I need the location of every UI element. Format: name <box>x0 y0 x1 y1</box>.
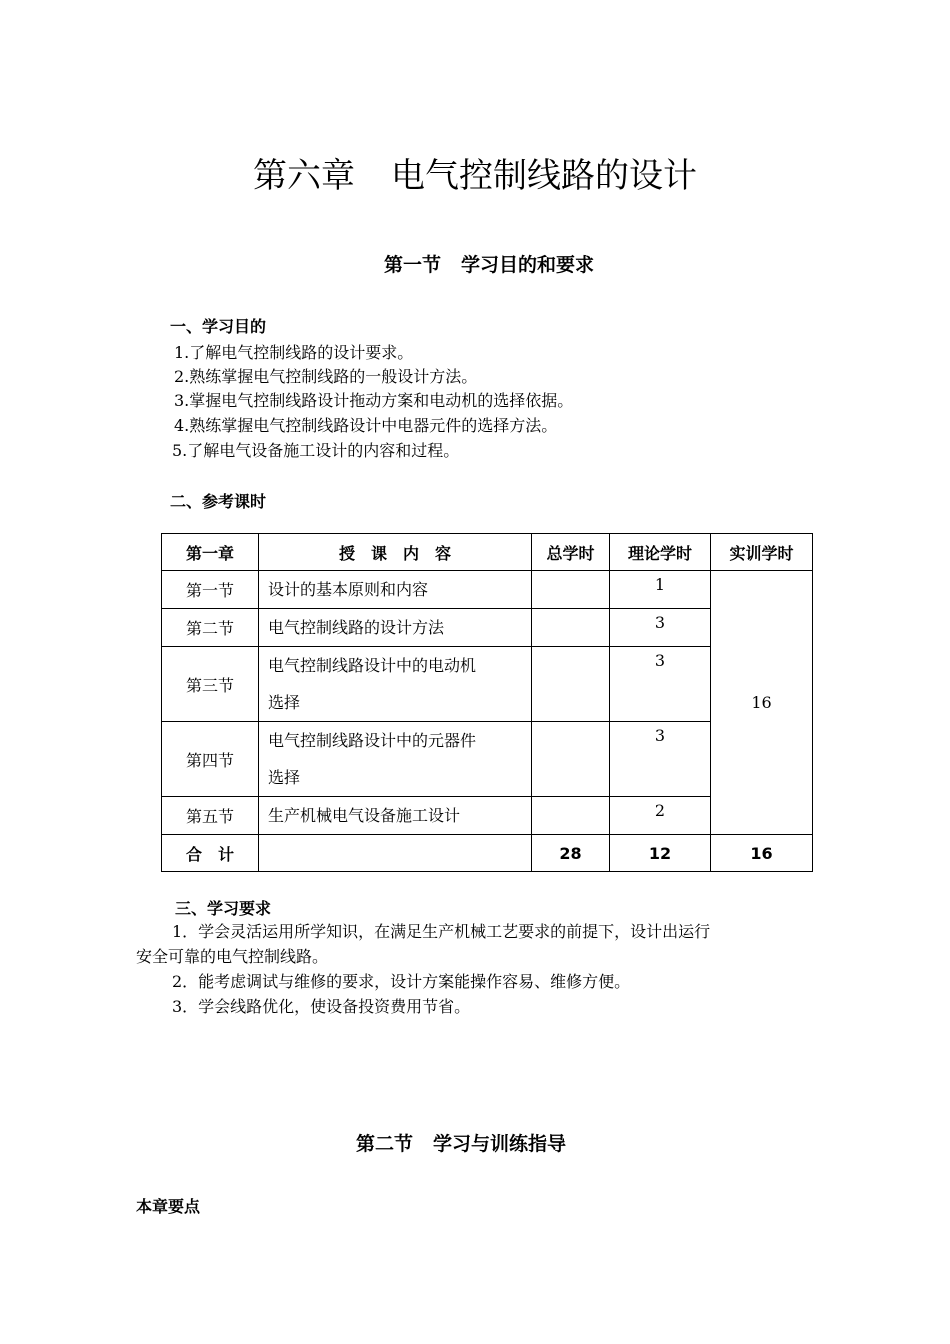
theory-cell: 2 <box>610 797 711 835</box>
total-label-cell: 合 计 <box>162 835 259 872</box>
column-header: 总学时 <box>532 534 610 571</box>
chapter-title-text: 电气控制线路的设计 <box>391 156 697 196</box>
total-cell <box>532 609 610 647</box>
chapter-key-points-heading: 本章要点 <box>136 1197 201 1216</box>
table-header-row <box>162 534 813 571</box>
theory-cell: 3 <box>610 647 711 722</box>
column-header: 实训学时 <box>711 534 813 571</box>
requirements-heading: 三、学习要求 <box>175 899 272 918</box>
objective-item: 5.了解电气设备施工设计的内容和过程。 <box>172 441 460 460</box>
objective-item: 4.熟练掌握电气控制线路设计中电器元件的选择方法。 <box>174 416 558 435</box>
content-cell <box>259 571 532 609</box>
column-header: 授 课 内 容 <box>259 534 532 571</box>
course-hours-table <box>161 533 813 872</box>
content-line: 选择 <box>268 693 301 712</box>
theory-cell: 1 <box>610 571 711 609</box>
objective-item: 2.熟练掌握电气控制线路的一般设计方法。 <box>174 367 478 386</box>
column-header: 第一章 <box>162 534 259 571</box>
total-hours-cell: 28 <box>532 835 610 872</box>
section-cell: 第四节 <box>162 722 259 797</box>
content-cell <box>259 647 532 722</box>
objective-item: 1.了解电气控制线路的设计要求。 <box>174 343 414 362</box>
section-cell: 第五节 <box>162 797 259 835</box>
section-cell: 第三节 <box>162 647 259 722</box>
requirement-item: 安全可靠的电气控制线路。 <box>136 947 329 966</box>
total-content-cell <box>259 835 532 872</box>
content-cell <box>259 797 532 835</box>
content-line: 生产机械电气设备施工设计 <box>268 806 461 825</box>
content-line: 电气控制线路的设计方法 <box>268 618 445 637</box>
section-2-title-text: 学习与训练指导 <box>433 1133 567 1155</box>
requirement-item: 1．学会灵活运用所学知识，在满足生产机械工艺要求的前提下，设计出运行 <box>172 922 711 941</box>
content-line: 设计的基本原则和内容 <box>268 580 429 599</box>
column-header: 理论学时 <box>610 534 711 571</box>
total-cell <box>532 647 610 722</box>
total-cell <box>532 571 610 609</box>
content-line: 选择 <box>268 768 301 787</box>
section-2-title <box>0 1129 922 1156</box>
content-line: 电气控制线路设计中的电动机 <box>268 656 477 675</box>
requirement-item: 2．能考虑调试与维修的要求，设计方案能操作容易、维修方便。 <box>172 972 631 991</box>
section-cell: 第二节 <box>162 609 259 647</box>
chapter-number: 第六章 <box>253 156 355 196</box>
hours-heading: 二、参考课时 <box>170 492 267 511</box>
table-row <box>162 571 813 609</box>
section-cell: 第一节 <box>162 571 259 609</box>
objective-item: 3.掌握电气控制线路设计拖动方案和电动机的选择依据。 <box>174 391 574 410</box>
objectives-heading: 一、学习目的 <box>170 317 267 336</box>
content-line: 电气控制线路设计中的元器件 <box>268 731 477 750</box>
section-1-title-text: 学习目的和要求 <box>461 254 595 276</box>
requirement-item: 3．学会线路优化，使设备投资费用节省。 <box>172 997 471 1016</box>
total-cell <box>532 797 610 835</box>
practice-cell: 16 <box>711 571 813 835</box>
content-cell <box>259 609 532 647</box>
total-practice-cell: 16 <box>711 835 813 872</box>
table-total-row <box>162 835 813 872</box>
theory-cell: 3 <box>610 722 711 797</box>
total-cell <box>532 722 610 797</box>
section-2-number: 第二节 <box>355 1133 413 1155</box>
total-theory-cell: 12 <box>610 835 711 872</box>
section-1-title <box>0 250 950 277</box>
theory-cell: 3 <box>610 609 711 647</box>
chapter-title <box>0 148 950 197</box>
content-cell <box>259 722 532 797</box>
section-1-number: 第一节 <box>383 254 441 276</box>
